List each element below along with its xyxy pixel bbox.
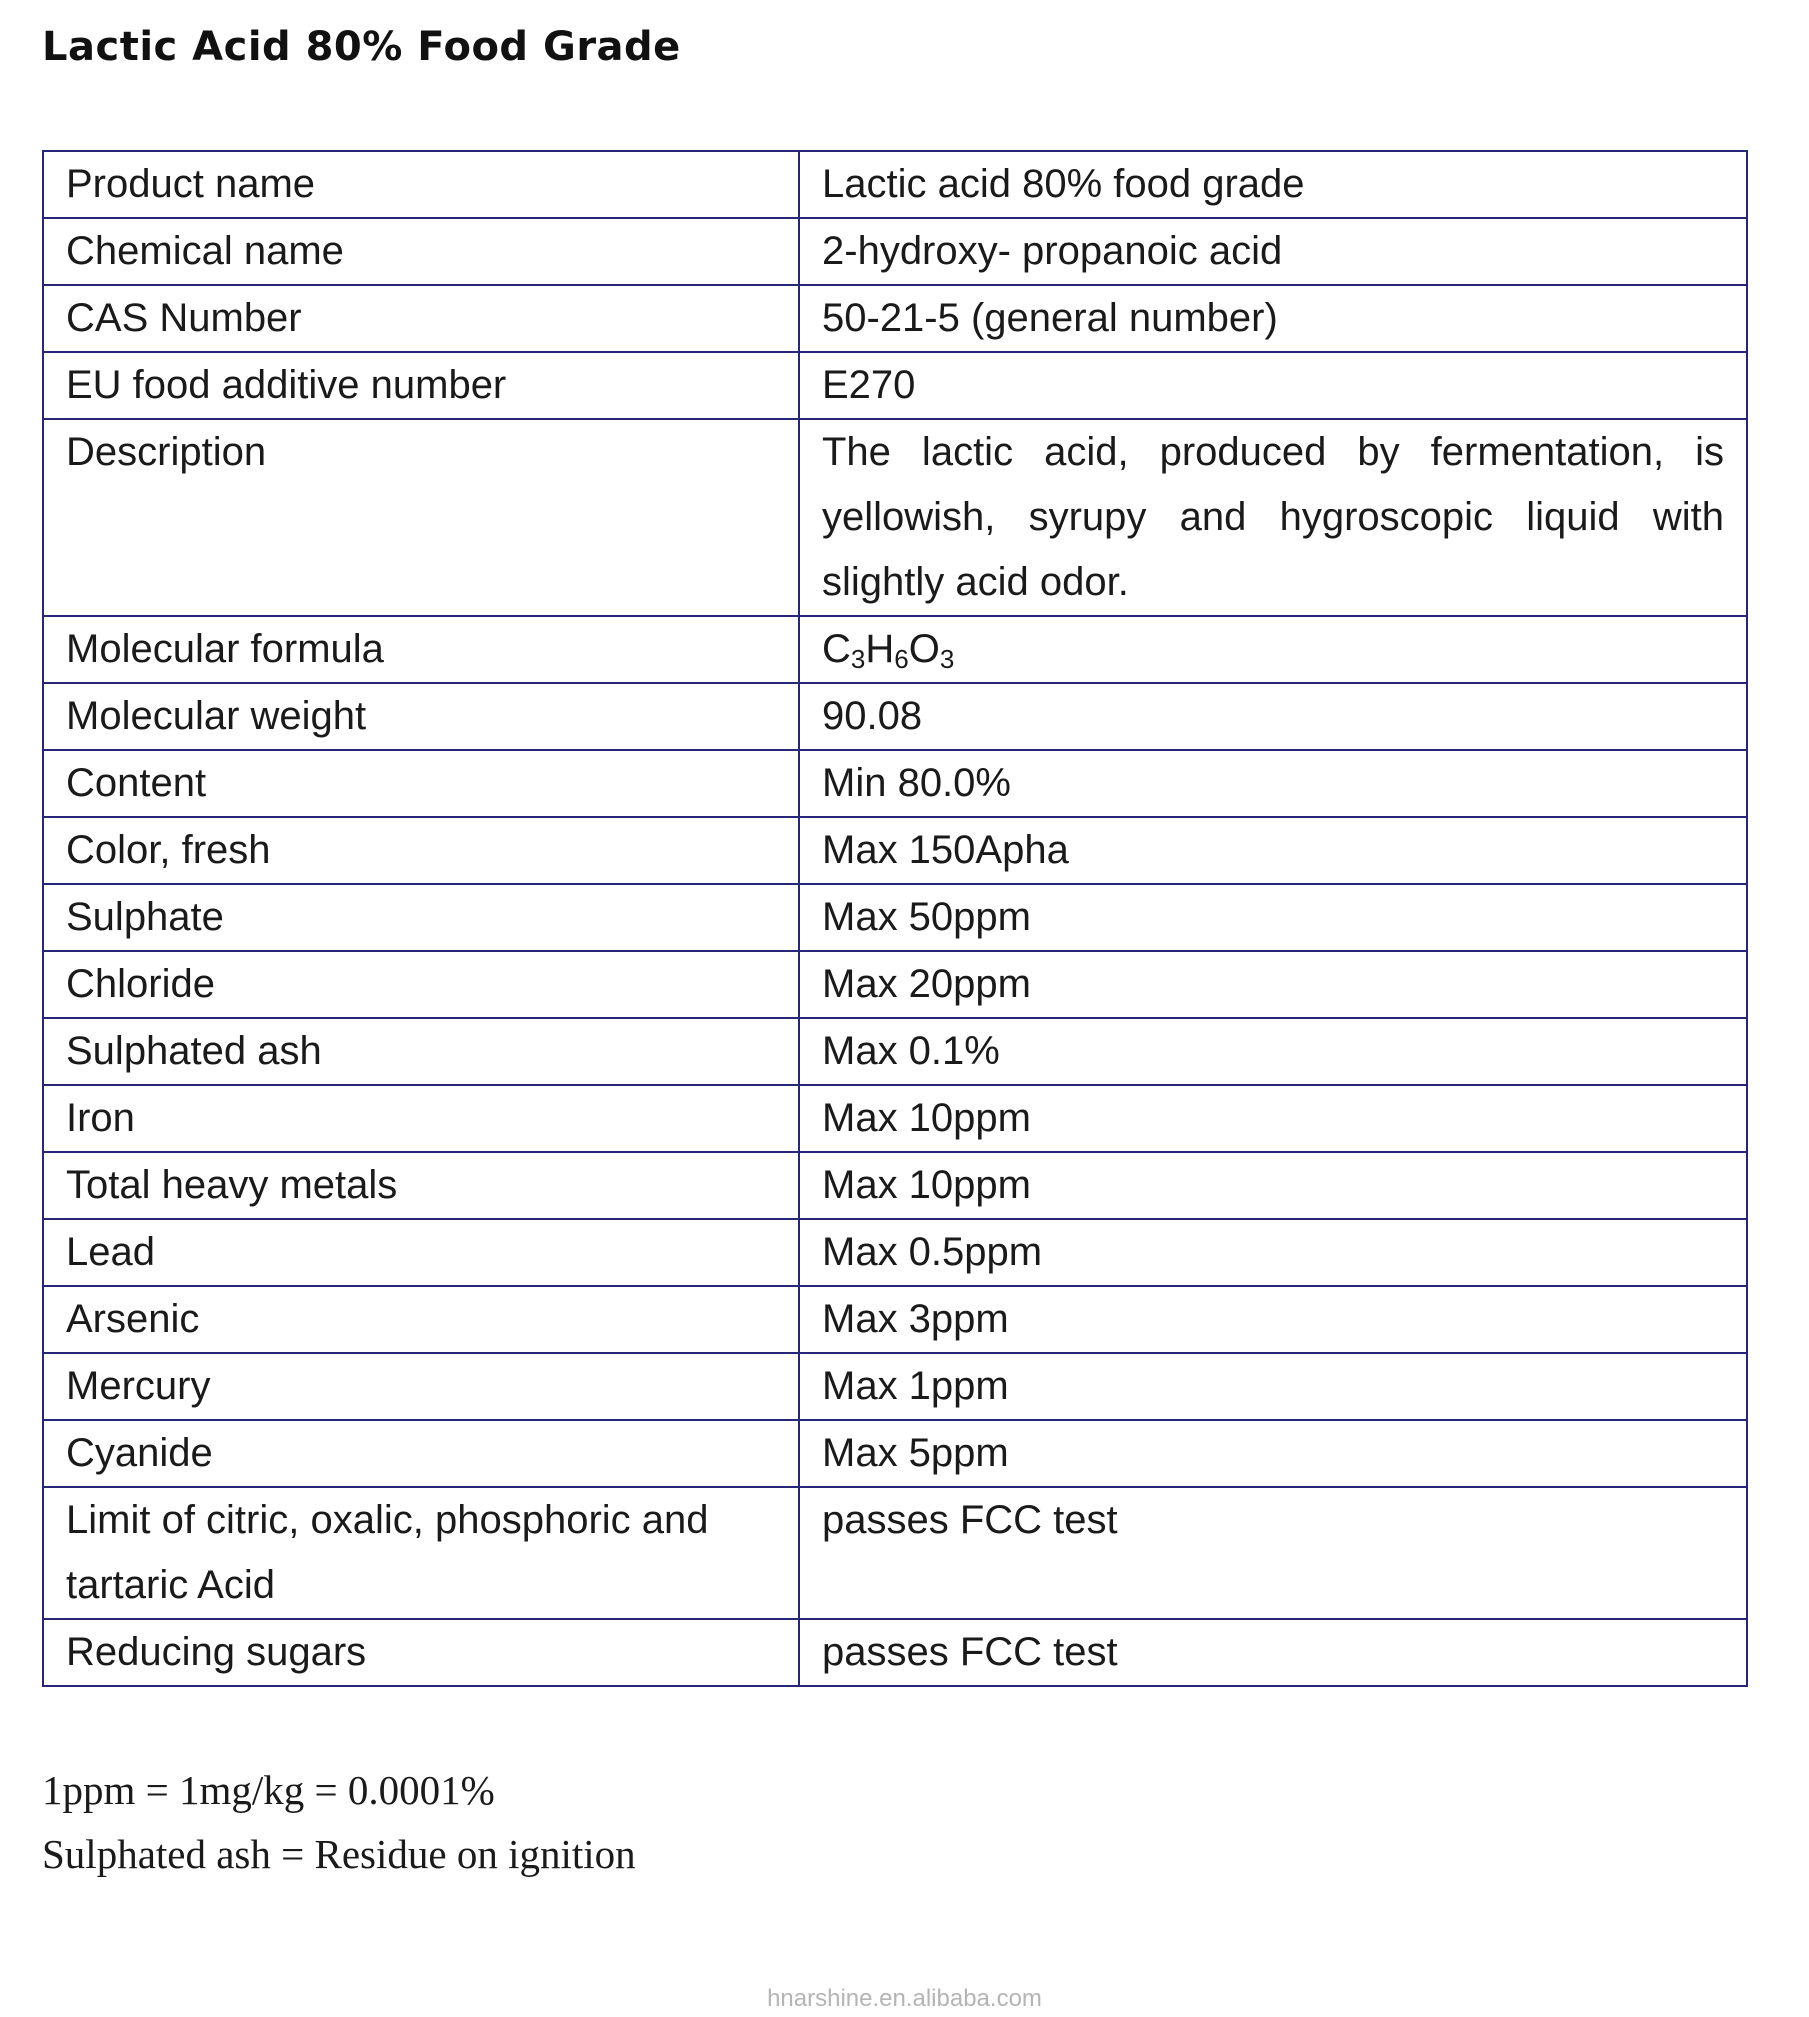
table-row <box>43 1152 1747 1219</box>
row-label: Total heavy metals <box>43 1152 799 1219</box>
row-value: Max 10ppm <box>799 1152 1747 1219</box>
table-row <box>43 419 1747 616</box>
formula-element: O <box>908 627 940 671</box>
row-label: Chemical name <box>43 218 799 285</box>
row-value: E270 <box>799 352 1747 419</box>
table-row <box>43 1085 1747 1152</box>
row-value: Max 50ppm <box>799 884 1747 951</box>
table-row <box>43 616 1747 683</box>
row-value: Max 1ppm <box>799 1353 1747 1420</box>
table-row <box>43 1219 1747 1286</box>
row-label: Arsenic <box>43 1286 799 1353</box>
row-label: Sulphate <box>43 884 799 951</box>
row-value: Min 80.0% <box>799 750 1747 817</box>
row-value: 50-21-5 (general number) <box>799 285 1747 352</box>
row-value: Max 5ppm <box>799 1420 1747 1487</box>
formula-subscript: 6 <box>894 644 909 674</box>
table-row <box>43 1487 1747 1619</box>
row-value: Max 3ppm <box>799 1286 1747 1353</box>
row-label: CAS Number <box>43 285 799 352</box>
table-row <box>43 151 1747 218</box>
row-label: Lead <box>43 1219 799 1286</box>
formula-element: C <box>822 627 851 671</box>
row-label: Sulphated ash <box>43 1018 799 1085</box>
formula-subscript: 3 <box>850 644 866 674</box>
table-row <box>43 1018 1747 1085</box>
row-value: 2-hydroxy- propanoic acid <box>799 218 1747 285</box>
row-value: passes FCC test <box>799 1487 1747 1619</box>
row-value: Lactic acid 80% food grade <box>799 151 1747 218</box>
footnote-sulphated-ash: Sulphated ash = Residue on ignition <box>42 1831 636 1877</box>
row-value: Max 0.1% <box>799 1018 1747 1085</box>
row-value: Max 10ppm <box>799 1085 1747 1152</box>
table-row <box>43 951 1747 1018</box>
row-value: Max 20ppm <box>799 951 1747 1018</box>
row-value: Max 0.5ppm <box>799 1219 1747 1286</box>
row-value: 90.08 <box>799 683 1747 750</box>
table-row <box>43 352 1747 419</box>
document-title: Lactic Acid 80% Food Grade <box>42 24 681 70</box>
formula-subscript: 3 <box>939 644 955 674</box>
row-label: Molecular weight <box>43 683 799 750</box>
table-row <box>43 884 1747 951</box>
row-value: The lactic acid, produced by fermentation, is yellowish, syrupy and hygroscopic liquid with slightly acid odor. <box>799 419 1747 616</box>
row-label: Content <box>43 750 799 817</box>
row-label: Product name <box>43 151 799 218</box>
table-row <box>43 683 1747 750</box>
table-row <box>43 285 1747 352</box>
row-label: Cyanide <box>43 1420 799 1487</box>
table-row <box>43 218 1747 285</box>
table-row <box>43 750 1747 817</box>
table-row <box>43 1619 1747 1686</box>
row-label: Description <box>43 419 799 616</box>
table-row <box>43 1353 1747 1420</box>
table-row <box>43 817 1747 884</box>
row-label: EU food additive number <box>43 352 799 419</box>
footnotes <box>42 1758 636 1886</box>
row-label: Color, fresh <box>43 817 799 884</box>
molecular-formula-value <box>799 616 1747 683</box>
row-label: Molecular formula <box>43 616 799 683</box>
row-value: passes FCC test <box>799 1619 1747 1686</box>
row-label: Mercury <box>43 1353 799 1420</box>
table-row <box>43 1420 1747 1487</box>
specification-table <box>42 150 1748 1687</box>
row-label: Chloride <box>43 951 799 1018</box>
footnote-ppm: 1ppm = 1mg/kg = 0.0001% <box>42 1767 495 1813</box>
row-label: Reducing sugars <box>43 1619 799 1686</box>
watermark: hnarshine.en.alibaba.com <box>767 1985 1042 2012</box>
row-label: Iron <box>43 1085 799 1152</box>
formula-element: H <box>865 627 895 671</box>
table-row <box>43 1286 1747 1353</box>
row-value: Max 150Apha <box>799 817 1747 884</box>
row-label: Limit of citric, oxalic, phosphoric and tartaric Acid <box>43 1487 799 1619</box>
